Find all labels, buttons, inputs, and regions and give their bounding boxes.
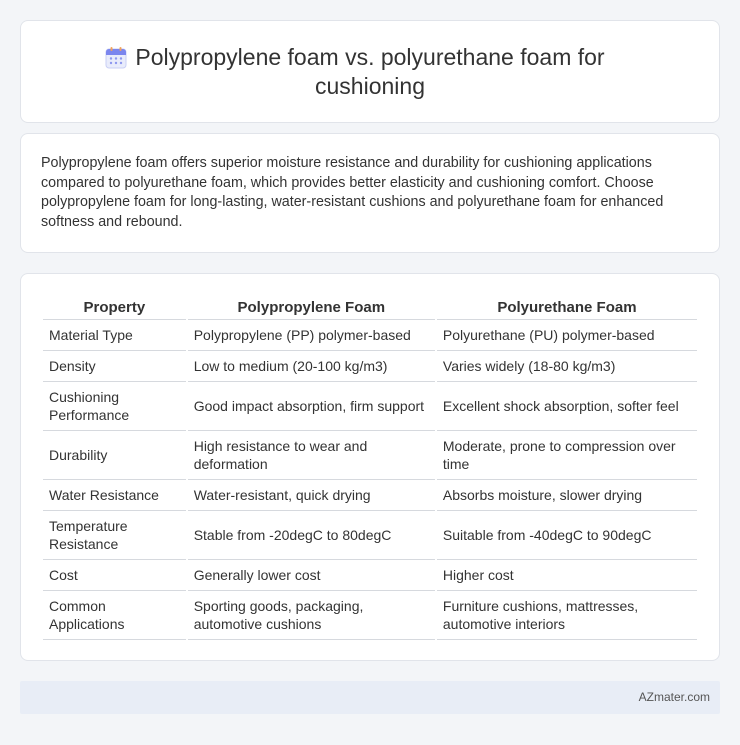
property-cell: Density [43,351,186,382]
polyurethane-cell: Excellent shock absorption, softer feel [437,382,697,431]
polypropylene-cell: Polypropylene (PP) polymer-based [188,320,435,351]
summary-text: Polypropylene foam offers superior moisture resistance and durability for cushioning applications compared to polyurethane foam, which provides better elasticity and cushioning comfort. Choose polypropylene foam for long-lasting, water-resistant cushions and polyurethane foam for enhanced softness and rebound. [41,155,664,230]
polypropylene-cell: High resistance to wear and deformation [188,431,435,480]
comparison-table [41,296,699,640]
footer-bar [20,681,720,714]
property-cell: Cushioning Performance [43,382,186,431]
footer-brand: AZmater.com [638,690,710,704]
table-row [43,351,697,382]
polypropylene-cell: Stable from -20degC to 80degC [188,511,435,560]
property-cell: Material Type [43,320,186,351]
polypropylene-cell: Generally lower cost [188,560,435,591]
table-row [43,560,697,591]
table-row [43,382,697,431]
page-title: Polypropylene foam vs. polyurethane foam for cushioning [135,43,605,99]
polypropylene-cell: Low to medium (20-100 kg/m3) [188,351,435,382]
comparison-table-card [20,273,720,661]
property-cell: Common Applications [43,591,186,640]
polypropylene-cell: Water-resistant, quick drying [188,480,435,511]
property-cell: Cost [43,560,186,591]
property-cell: Durability [43,431,186,480]
polyurethane-cell: Varies widely (18-80 kg/m3) [437,351,697,382]
polyurethane-cell: Higher cost [437,560,697,591]
column-header-polypropylene: Polypropylene Foam [188,296,435,320]
table-row [43,431,697,480]
polyurethane-cell: Polyurethane (PU) polymer-based [437,320,697,351]
polyurethane-cell: Absorbs moisture, slower drying [437,480,697,511]
table-header-row [43,296,697,320]
table-row [43,511,697,560]
polypropylene-cell: Sporting goods, packaging, automotive cushions [188,591,435,640]
table-row [43,480,697,511]
polyurethane-cell: Moderate, prone to compression over time [437,431,697,480]
polyurethane-cell: Furniture cushions, mattresses, automotive interiors [437,591,697,640]
summary-card [20,133,720,253]
table-row [43,591,697,640]
column-header-polyurethane: Polyurethane Foam [437,296,697,320]
table-row [43,320,697,351]
polypropylene-cell: Good impact absorption, firm support [188,382,435,431]
property-cell: Water Resistance [43,480,186,511]
title-card [20,20,720,123]
column-header-property: Property [43,296,186,320]
property-cell: Temperature Resistance [43,511,186,560]
polyurethane-cell: Suitable from -40degC to 90degC [437,511,697,560]
